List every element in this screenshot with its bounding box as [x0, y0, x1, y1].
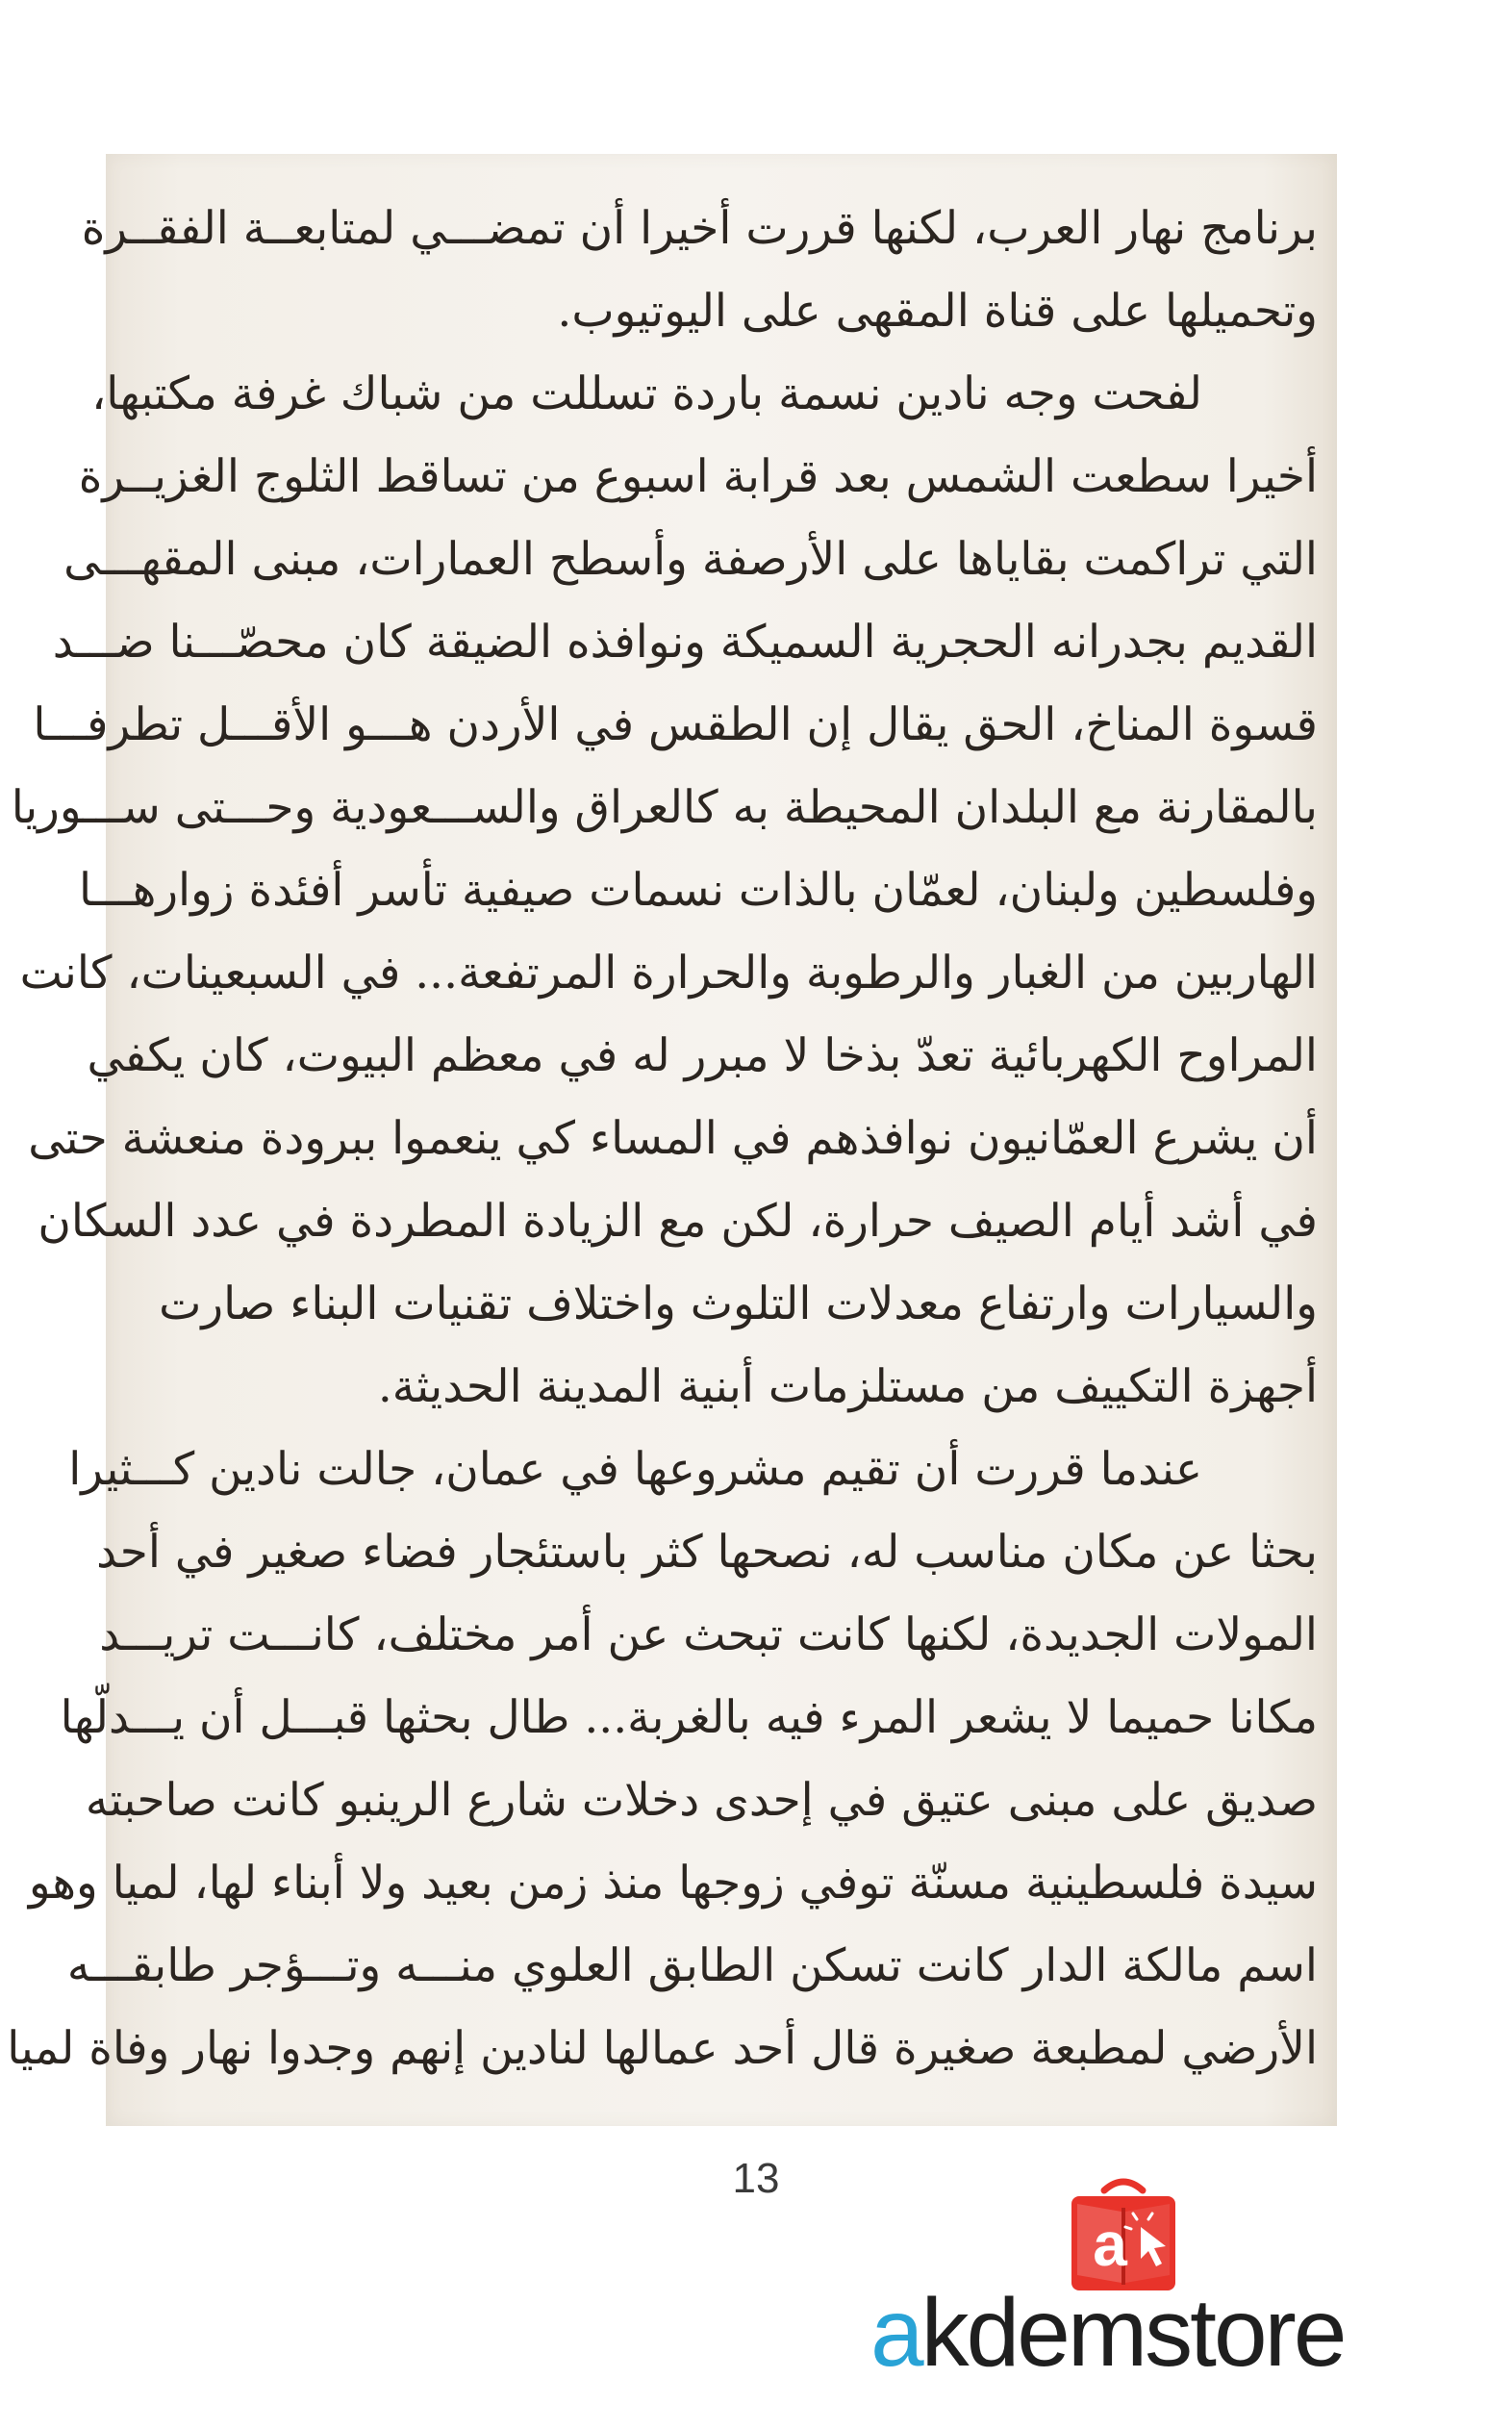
- text-line: المولات الجديدة، لكنها كانت تبحث عن أمر مختلف، كانـــت تريـــد: [99, 1608, 1318, 1661]
- text-line: مكانا حميما لا يشعر المرء فيه بالغربة... طال بحثها قبـــل أن يـــدلّها: [60, 1691, 1318, 1744]
- text-line: وتحميلها على قناة المقهى على اليوتيوب.: [557, 285, 1318, 338]
- text-line: القديم بجدرانه الحجرية السميكة ونوافذه الضيقة كان محصّـــنا ضـــد: [52, 616, 1318, 669]
- text-line: قسوة المناخ، الحق يقال إن الطقس في الأردن هـــو الأقـــل تطرفـــا: [33, 698, 1318, 751]
- text-line: برنامج نهار العرب، لكنها قررت أخيرا أن تمضـــي لمتابعــة الفقــرة: [81, 202, 1318, 255]
- text-line: لفحت وجه نادين نسمة باردة تسللت من شباك غرفة مكتبها،: [91, 367, 1202, 420]
- svg-text:a: a: [1093, 2210, 1127, 2279]
- text-line: أجهزة التكييف من مستلزمات أبنية المدينة الحديثة.: [377, 1360, 1318, 1413]
- text-line: اسم مالكة الدار كانت تسكن الطابق العلوي منـــه وتـــؤجر طابقـــه: [66, 1939, 1318, 1992]
- text-line: سيدة فلسطينية مسنّة توفي زوجها منذ زمن بعيد ولا أبناء لها، لميا وهو: [28, 1857, 1318, 1910]
- text-line: أخيرا سطعت الشمس بعد قرابة اسبوع من تساقط الثلوج الغزيــرة: [78, 450, 1318, 503]
- text-line: وفلسطين ولبنان، لعمّان بالذات نسمات صيفية تأسر أفئدة زوارهـــا: [78, 864, 1318, 917]
- text-line: عندما قررت أن تقيم مشروعها في عمان، جالت نادين كـــثيرا: [68, 1443, 1202, 1496]
- brand-wordmark-rest: kdemstore: [920, 2279, 1345, 2387]
- text-line: التي تراكمت بقاياها على الأرصفة وأسطح العمارات، مبنى المقهـــى: [63, 533, 1318, 586]
- text-line: الهاربين من الغبار والرطوبة والحرارة المرتفعة... في السبعينات، كانت: [19, 947, 1318, 999]
- text-line: المراوح الكهربائية تعدّ بذخا لا مبرر له في معظم البيوت، كان يكفي: [87, 1029, 1318, 1082]
- text-line: بحثا عن مكان مناسب له، نصحها كثر باستئجار فضاء صغير في أحد: [96, 1526, 1318, 1579]
- brand-wordmark: [870, 2275, 1409, 2391]
- body-text: [7, 188, 1318, 2090]
- brand-wordmark-a: a: [870, 2279, 921, 2387]
- page-number: 13: [732, 2155, 780, 2202]
- text-line: أن يشرع العمّانيون نوافذهم في المساء كي ينعموا ببرودة منعشة حتى: [28, 1112, 1318, 1165]
- text-line: بالمقارنة مع البلدان المحيطة به كالعراق والســـعودية وحـــتى ســـوريا: [11, 781, 1318, 834]
- text-line: الأرضي لمطبعة صغيرة قال أحد عمالها لنادين إنهم وجدوا نهار وفاة لميا: [7, 2022, 1318, 2075]
- text-line: والسيارات وارتفاع معدلات التلوث واختلاف تقنيات البناء صارت: [159, 1278, 1318, 1330]
- text-line: في أشد أيام الصيف حرارة، لكن مع الزيادة المطردة في عدد السكان: [38, 1195, 1318, 1248]
- text-line: صديق على مبنى عتيق في إحدى دخلات شارع الرينبو كانت صاحبته: [85, 1774, 1318, 1827]
